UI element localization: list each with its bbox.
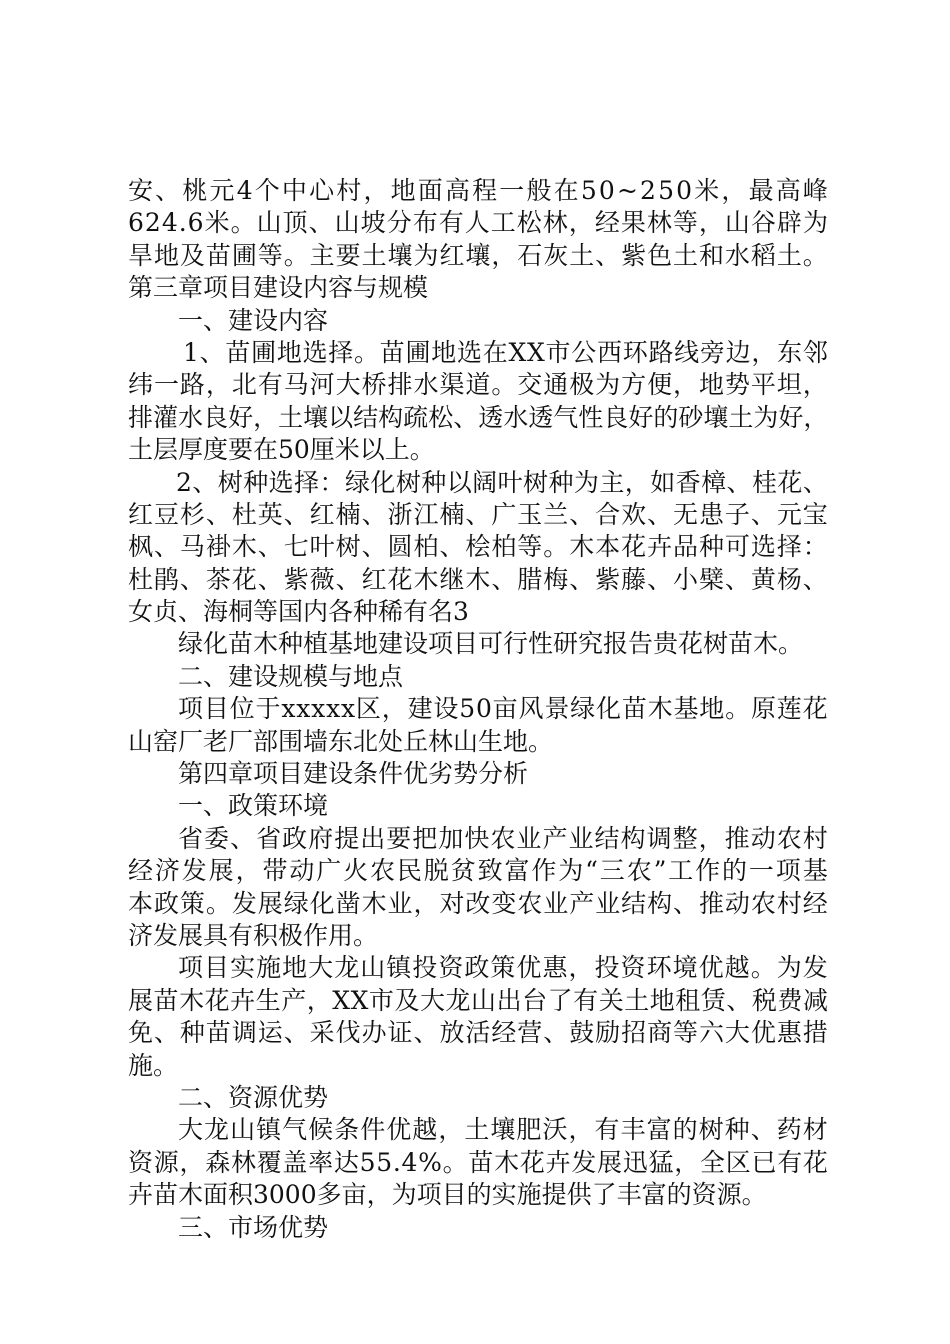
chapter-heading: 第四章项目建设条件优劣势分析 [178, 759, 529, 789]
section-heading: 三、市场优势 [178, 1212, 329, 1242]
section-heading: 一、建设内容 [178, 305, 329, 335]
section-heading: 二、建设规模与地点 [178, 661, 404, 691]
paragraph-line: 卉苗木面积3000多亩，为项目的实施提供了丰富的资源。 [128, 1180, 767, 1210]
paragraph-line: 山窑厂老厂部围墙东北处丘林山生地。 [128, 726, 554, 756]
chapter-heading: 第三章项目建设内容与规模 [128, 273, 429, 303]
paragraph-line: 女贞、海桐等国内各种稀有名3 [128, 597, 469, 627]
paragraph-line: 杜 鹃 、 茶 花 、 紫 薇 、 红 花 木 继 木 、 腊 梅 、 紫 藤 、 小 檗 、 黄 杨 、 [128, 564, 828, 594]
paragraph-line: 施。 [128, 1050, 179, 1080]
paragraph-line: 绿化苗木种植基地建设项目可行性研究报告贵花树苗木。 [178, 629, 804, 659]
paragraph-line: 项 目 位 于 x x x x x 区 ， 建 设 5 0 亩 风 景 绿 化 苗 木 基 地 。 原 莲 花 [178, 694, 828, 724]
paragraph-line: 旱 地 及 苗 圃 等 。 主 要 土 壤 为 红 壤 ， 石 灰 土 、 紫 色 土 和 水 稻 土 。 [128, 240, 828, 270]
paragraph-line: 纬 一 路 ， 北 有 马 河 大 桥 排 水 渠 道 。 交 通 极 为 方 便 ， 地 势 平 坦 ， [128, 370, 828, 400]
paragraph-line: 济发展具有积极作用。 [128, 920, 379, 950]
paragraph-line: 土层厚度要在50厘米以上。 [128, 435, 435, 465]
document-body [128, 175, 828, 1244]
paragraph-line: 展 苗 木 花 卉 生 产 ， X X 市 及 大 龙 山 出 台 了 有 关 土 地 租 赁 、 税 费 减 [128, 985, 828, 1015]
paragraph-line: 大 龙 山 镇 气 候 条 件 优 越 ， 土 壤 肥 沃 ， 有 丰 富 的 树 种 、 药 材 [178, 1115, 828, 1145]
section-heading: 一、政策环境 [178, 791, 329, 821]
section-heading: 二、资源优势 [178, 1082, 329, 1112]
paragraph-line: 安 、 桃 元 4 个 中 心 村 ， 地 面 高 程 一 般 在 5 0 ~ 2 5 0 米 ， 最 高 峰 [128, 176, 828, 205]
paragraph-line: 免 、 种 苗 调 运 、 采 伐 办 证 、 放 活 经 营 、 鼓 励 招 商 等 六 大 优 惠 措 [128, 1018, 828, 1048]
paragraph-line: 1 、 苗 圃 地 选 择 。 苗 圃 地 选 在 X X 市 公 西 环 路 线 旁 边 ， 东 邻 [183, 337, 828, 367]
paragraph-line: 项 目 实 施 地 大 龙 山 镇 投 资 政 策 优 惠 ， 投 资 环 境 优 越 。 为 发 [178, 953, 828, 983]
paragraph-line: 本 政 策 。 发 展 绿 化 凿 木 业 ， 对 改 变 农 业 产 业 结 构 、 推 动 农 村 经 [128, 888, 828, 918]
paragraph-line: 经 济 发 展 ， 带 动 广 火 农 民 脱 贫 致 富 作 为 “ 三 农 ” 工 作 的 一 项 基 [128, 856, 828, 886]
paragraph-line: 红 豆 杉 、 杜 英 、 红 楠 、 浙 江 楠 、 广 玉 兰 、 合 欢 、 无 患 子 、 元 宝 [128, 499, 828, 529]
paragraph-line: 枫 、 马 褂 木 、 七 叶 树 、 圆 柏 、 桧 柏 等 。 木 本 花 卉 品 种 可 选 择 ： [128, 532, 828, 562]
paragraph-line: 排 灌 水 良 好 ， 土 壤 以 结 构 疏 松 、 透 水 透 气 性 良 好 的 砂 壤 土 为 好 ， [128, 402, 829, 432]
paragraph-line: 6 2 4 . 6 米 。 山 顶 、 山 坡 分 布 有 人 工 松 林 ， 经 果 林 等 ， 山 谷 辟 为 [128, 208, 828, 238]
paragraph-line: 资 源 ， 森 林 覆 盖 率 达 5 5 . 4 % 。 苗 木 花 卉 发 展 迅 猛 ， 全 区 已 有 花 [128, 1147, 828, 1177]
paragraph-line: 2 、 树 种 选 择 ： 绿 化 树 种 以 阔 叶 树 种 为 主 ， 如 香 樟 、 桂 花 、 [176, 467, 828, 497]
paragraph-line: 省 委 、 省 政 府 提 出 要 把 加 快 农 业 产 业 结 构 调 整 ， 推 动 农 村 [178, 823, 828, 853]
